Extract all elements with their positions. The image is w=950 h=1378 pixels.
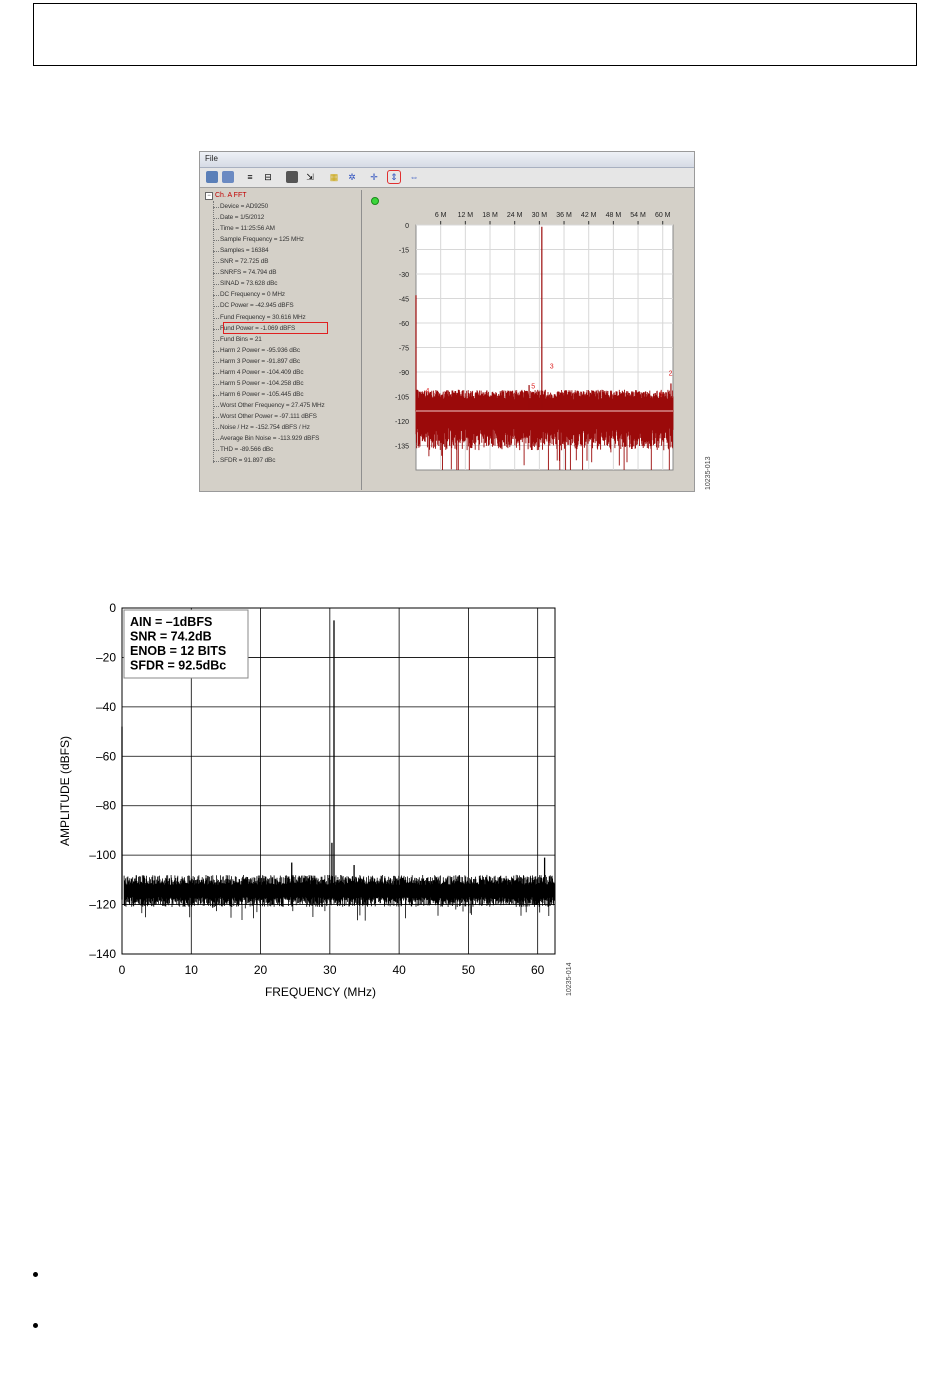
open-icon[interactable] [206, 171, 218, 183]
x-tick-label: 6 M [434, 212, 447, 219]
harmonic-marker: 6 [658, 391, 663, 399]
format-icon[interactable]: ⊟ [264, 171, 272, 182]
annotation-line: ENOB = 12 BITS [130, 644, 227, 658]
tree-item[interactable]: Noise / Hz = -152.754 dBFS / Hz [220, 424, 310, 431]
y-tick-label: –140 [89, 947, 116, 961]
y-tick-label: –100 [89, 848, 116, 863]
figure-id-1: 10235-013 [705, 456, 712, 490]
save-icon[interactable] [286, 171, 298, 183]
fft-software-window [199, 151, 695, 492]
marker-icon[interactable]: ✲ [348, 171, 356, 182]
tree-item[interactable]: Average Bin Noise = -113.929 dBFS [220, 435, 320, 443]
x-tick-label: 10 [184, 963, 198, 977]
tree-item[interactable]: Sample Frequency = 125 MHz [220, 236, 304, 244]
tree-item[interactable]: Harm 6 Power = -105.445 dBc [220, 390, 304, 398]
y-tick-label: 0 [109, 601, 116, 615]
bullet-2 [33, 1323, 38, 1328]
grid-icon[interactable]: ▦ [329, 171, 339, 182]
x-tick-label: 50 [461, 963, 476, 977]
harmonic-marker: 3 [549, 363, 554, 371]
x-tick-label: 48 M [605, 212, 622, 219]
y-tick-label: –80 [95, 798, 116, 813]
x-tick-label: 20 [253, 963, 268, 977]
y-tick-label: -75 [398, 345, 409, 353]
zoom-horizontal-icon[interactable]: ⇔ [409, 171, 419, 182]
x-tick-label: 40 [392, 963, 406, 977]
y-tick-label: -135 [394, 443, 409, 451]
y-axis-label: AMPLITUDE (dBFS) [58, 735, 72, 847]
fft-chart [50, 595, 590, 1005]
x-tick-label: 12 M [457, 212, 474, 219]
x-tick-label: 30 M [531, 212, 548, 219]
figure-id-2: 10235-014 [566, 962, 573, 996]
x-tick-label: 42 M [580, 212, 597, 219]
tree-item[interactable]: SINAD = 73.628 dBc [220, 280, 278, 288]
tree-item[interactable]: Fund Bins = 21 [220, 335, 262, 343]
x-tick-label: 54 M [630, 212, 646, 219]
tree-item[interactable]: Device = AD9250 [220, 203, 269, 210]
menu-file[interactable]: File [205, 154, 218, 163]
tree-item[interactable]: Worst Other Frequency = 27.475 MHz [220, 401, 325, 409]
tree-root[interactable] [205, 192, 247, 200]
tree-item[interactable]: THD = -89.566 dBc [220, 446, 274, 454]
y-tick-label: -45 [398, 296, 409, 304]
x-tick-label: 60 M [654, 212, 671, 219]
window-icon[interactable] [222, 171, 234, 183]
harmonic-marker: 2 [668, 370, 673, 378]
annotation-line: SFDR = 92.5dBc [130, 658, 227, 673]
tree-item[interactable]: DC Frequency = 0 MHz [220, 291, 285, 299]
tree-root-label: Ch. A FFT [215, 192, 247, 199]
x-tick-label: 60 [531, 963, 545, 977]
y-tick-label: -30 [398, 272, 409, 279]
y-tick-label: 0 [405, 223, 409, 230]
x-tick-label: 36 M [556, 212, 572, 219]
y-tick-label: –40 [95, 699, 116, 714]
tree-item[interactable]: Harm 4 Power = -104.409 dBc [220, 368, 304, 376]
results-tree [202, 190, 362, 490]
tree-item[interactable]: Fund Power = -1.069 dBFS [220, 324, 296, 332]
annotation-line: AIN = –1dBFS [130, 615, 213, 629]
tree-item[interactable]: SNR = 72.725 dB [220, 258, 269, 266]
tree-item[interactable]: DC Power = -42.945 dBFS [220, 302, 294, 310]
x-tick-label: 0 [118, 963, 126, 977]
header-box [33, 3, 917, 66]
tree-item[interactable]: Samples = 16384 [220, 247, 269, 255]
harmonic-marker: 5 [531, 383, 536, 391]
y-tick-label: -15 [398, 247, 409, 255]
tree-item[interactable]: Harm 5 Power = -104.258 dBc [220, 379, 304, 387]
fund-power-highlight [223, 322, 328, 334]
y-tick-label: -120 [394, 419, 409, 426]
crosshair-icon[interactable]: ✛ [370, 171, 378, 182]
tree-item[interactable]: Harm 2 Power = -95.936 dBc [220, 346, 300, 354]
list-icon[interactable]: ≡ [247, 171, 253, 182]
y-tick-label: -105 [394, 394, 409, 402]
y-tick-label: –120 [89, 897, 116, 912]
y-tick-label: -90 [398, 370, 409, 377]
plot-panel [364, 190, 694, 491]
x-tick-label: 30 [323, 963, 337, 977]
bullet-1 [33, 1272, 38, 1277]
fft-chart-software [364, 190, 694, 491]
x-tick-label: 18 M [482, 212, 498, 219]
x-tick-label: 24 M [506, 212, 523, 219]
zoom-vertical-icon[interactable]: ⇕ [388, 171, 400, 183]
y-tick-label: –60 [95, 749, 116, 764]
tree-item[interactable]: SFDR = 91.897 dBc [220, 457, 276, 465]
tree-item[interactable]: Worst Other Power = -97.111 dBFS [220, 412, 317, 420]
y-tick-label: –20 [95, 650, 116, 665]
tree-item[interactable]: SNRFS = 74.794 dB [220, 269, 277, 277]
tree-item[interactable]: Fund Frequency = 30.616 MHz [220, 313, 306, 321]
tree-item[interactable]: Time = 11:25:56 AM [220, 225, 275, 233]
annotation-line: SNR = 74.2dB [130, 629, 212, 644]
harmonic-marker: 4 [425, 388, 430, 396]
tree-item[interactable]: Date = 1/5/2012 [220, 214, 265, 222]
toolbar [200, 168, 694, 188]
menu-bar [200, 152, 694, 168]
export-icon[interactable]: ⇲ [306, 171, 314, 182]
y-tick-label: -60 [398, 321, 409, 328]
collapse-icon[interactable]: − [205, 192, 213, 200]
x-axis-label: FREQUENCY (MHz) [264, 985, 377, 999]
tree-item[interactable]: Harm 3 Power = -91.897 dBc [220, 357, 300, 365]
